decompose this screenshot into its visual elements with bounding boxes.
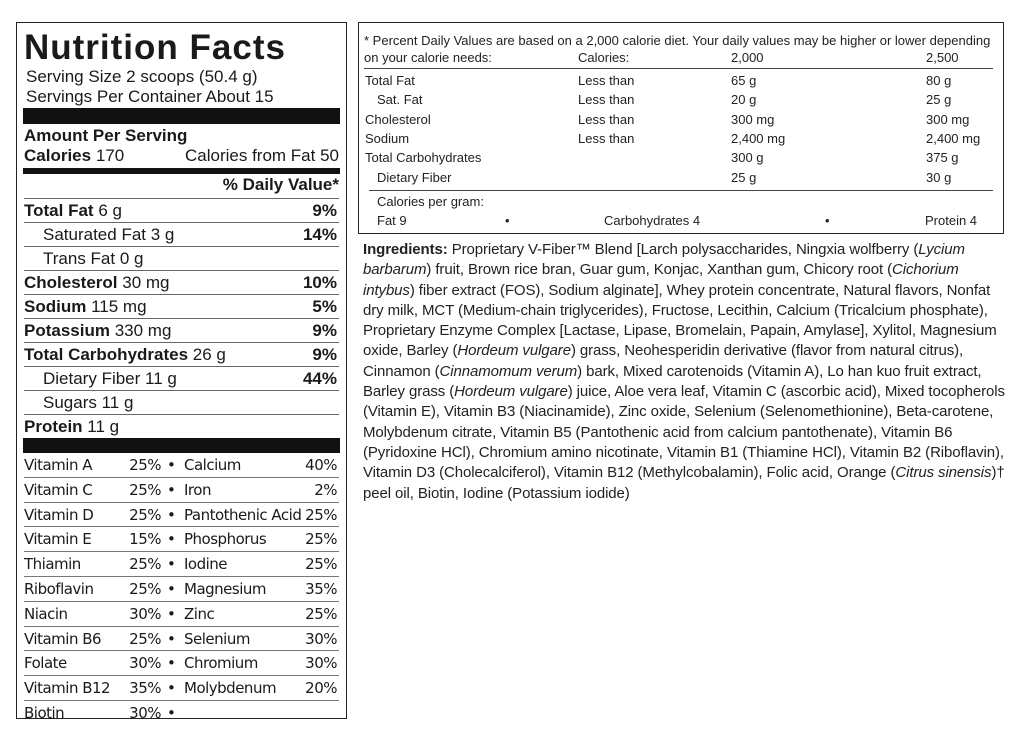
thick-divider [23, 108, 340, 124]
nutrient-amount: 330 mg [114, 321, 172, 340]
nutrient-row-sodium [24, 294, 339, 318]
nutrient-name: Protein [24, 417, 83, 436]
nutrient-amount: 0 g [119, 249, 144, 268]
vitamin-row [24, 478, 339, 503]
nutrient-name: Cholesterol [24, 273, 118, 292]
bullet-separator: • [167, 480, 176, 499]
nutrient-dv: 10% [302, 273, 337, 292]
daily-values-table [358, 22, 1004, 234]
vitamin-row [24, 577, 339, 602]
nutrient-dv: 5% [312, 297, 337, 316]
nutrient-name: Sugars [43, 393, 97, 412]
vitamin-name: Vitamin C [24, 480, 93, 499]
dv-value-2000: 20 g [731, 92, 757, 108]
calories-header-2500: 2,500 [926, 50, 959, 65]
nutrient-row-total-fat [24, 198, 339, 222]
bullet-separator: • [167, 654, 176, 673]
nutrient-row-potassium [24, 318, 339, 342]
dv-value-2000: 300 g [731, 150, 764, 166]
calories-header-2000: 2,000 [731, 50, 764, 65]
dv-value-2500: 300 mg [926, 111, 970, 127]
dv-nutrient-name: Sat. Fat [377, 92, 423, 108]
vitamins-divider [23, 438, 340, 453]
nutrient-name: Sodium [24, 297, 87, 316]
dv-value-2500: 375 g [926, 150, 959, 166]
calories-header-label: Calories: [578, 50, 630, 65]
vitamin-percent: 25% [129, 456, 161, 474]
nutrient-row-total-carbohydrates [24, 342, 339, 366]
mineral-name: Pantothenic Acid [184, 505, 302, 524]
vitamin-name: Vitamin B6 [24, 629, 102, 648]
nutrient-amount: 6 g [98, 201, 122, 220]
ingredients-paragraph [363, 240, 1013, 504]
vitamin-percent: 25% [129, 480, 161, 499]
nutrient-amount: 30 mg [122, 273, 170, 292]
nutrient-row-trans-fat [24, 246, 339, 270]
vitamin-name: Vitamin E [24, 530, 92, 549]
vitamin-percent: 15% [129, 530, 161, 549]
calories-from-fat: Calories from Fat 50 [185, 146, 339, 165]
nutrient-dv: 9% [312, 201, 337, 220]
nutrient-row-cholesterol [24, 270, 339, 294]
nutrient-amount: 3 g [150, 225, 175, 244]
mineral-percent: 2% [314, 480, 337, 499]
bullet-separator: • [167, 579, 176, 598]
nutrient-amount: 26 g [192, 345, 226, 364]
vitamin-name: Thiamin [24, 555, 81, 574]
nutrient-name: Potassium [24, 321, 110, 340]
vitamin-percent: 25% [129, 505, 161, 524]
nutrient-amount: 11 g [145, 369, 177, 388]
vitamin-row [24, 676, 339, 701]
nutrient-name: Dietary Fiber [43, 369, 141, 388]
bullet-separator: • [167, 530, 176, 549]
vitamin-row [24, 527, 339, 552]
calories-per-gram-divider [369, 190, 993, 191]
mineral-percent: 25% [305, 505, 337, 524]
vitamin-percent: 25% [129, 555, 161, 574]
serving-size: Serving Size 2 scoops (50.4 g) [26, 67, 258, 86]
mineral-percent: 30% [305, 654, 337, 673]
nutrient-dv: 44% [302, 369, 337, 388]
mineral-name: Iodine [184, 555, 228, 574]
dv-nutrient-name: Sodium [365, 130, 410, 146]
nutrient-row-sugars [24, 390, 339, 414]
bullet-separator: • [167, 629, 176, 648]
vitamin-row [24, 701, 339, 725]
vitamin-name: Vitamin D [24, 505, 94, 524]
dv-value-2000: 25 g [731, 169, 757, 185]
nutrition-facts-title: Nutrition Facts [24, 28, 286, 67]
nutrient-row-dietary-fiber [24, 366, 339, 390]
dv-qualifier: Less than [578, 130, 635, 146]
nutrient-amount: 11 g [101, 393, 134, 412]
nutrient-amount: 11 g [87, 417, 120, 436]
amount-per-serving: Amount Per Serving [24, 126, 188, 145]
bullet-separator: • [167, 555, 176, 574]
nutrient-row-protein [24, 414, 339, 438]
vitamin-percent: 30% [129, 604, 161, 623]
dv-qualifier: Less than [578, 111, 635, 127]
dv-value-2500: 25 g [926, 92, 952, 108]
mineral-name: Molybdenum [184, 679, 277, 698]
daily-value-header: % Daily Value* [222, 175, 339, 194]
servings-per-container: Servings Per Container About 15 [26, 87, 274, 106]
vitamin-percent: 30% [129, 654, 161, 673]
vitamin-name: Vitamin B12 [24, 679, 111, 698]
vitamin-row [24, 552, 339, 577]
cpg-protein: Protein 4 [925, 213, 978, 228]
daily-values-note: * Percent Daily Values are based on a 2,000 calorie diet. Your daily values may be higher or lower depending on your calorie needs: [364, 33, 991, 65]
vitamin-row [24, 503, 339, 528]
vitamin-percent: 35% [129, 679, 161, 698]
mineral-percent: 35% [305, 579, 337, 598]
mineral-percent: 25% [305, 555, 337, 574]
bullet-separator: • [167, 679, 176, 698]
nutrient-dv: 9% [312, 321, 337, 340]
nutrition-facts-panel [16, 22, 347, 722]
calories-row [24, 146, 339, 168]
ingredients-text: Proprietary V-Fiber™ Blend [Larch polysaccharides, Ningxia wolfberry (Lycium barbarum) fruit, Brown rice bran, Guar gum, Konjac, Xanthan gum, Chicory root (Cichorium intybus) fiber extract (FOS), Sodium alginate], Whey protein concentrate, Natural flavors, Nonfat dry milk, MCT (Medium-chain triglycerides), Fructose, Lecithin, Calcium (Tricalcium phosphate), Proprietary Enzyme Complex [Lactase, Lipase, Bromelain, Papain, Amylase], Xylitol, Magnesium oxide, Barley (Hordeum vulgare) grass, Neohesperidin derivative (flavor from natural citrus), Cinnamon (Cinnamomum verum) bark, Mixed carotenoids (Vitamin A), Lo han kuo fruit extract, Barley grass (Hordeum vulgare) juice, Aloe vera leaf, Vitamin C (ascorbic acid), Mixed tocopherols (Vitamin E), Vitamin B3 (Niacinamide), Zinc oxide, Selenium (Selenomethionine), Beta-carotene, Molybdenum citrate, Vitamin B5 (Pantothenic acid from calcium pantothenate), Vitamin B6 (Pyridoxine HCl), Chromium amino nicotinate, Vitamin B1 (Thiamine HCl), Vitamin B2 (Riboflavin), Vitamin D3 (Cholecalciferol), Vitamin B12 (Methylcobalamin), Folic acid, Orange (Citrus sinensis)† peel oil, Biotin, Iodine (Potassium iodide) [363, 241, 1005, 502]
nutrient-name: Saturated Fat [43, 225, 147, 244]
dv-value-2000: 2,400 mg [731, 130, 786, 146]
dv-qualifier: Less than [578, 73, 635, 88]
vitamin-row [24, 651, 339, 676]
nutrient-amount: 115 mg [91, 297, 147, 316]
mineral-name: Chromium [184, 654, 258, 673]
vitamin-row [24, 602, 339, 627]
bullet-separator: • [167, 456, 176, 474]
bullet-separator: • [167, 505, 176, 524]
header-divider [364, 68, 993, 69]
mineral-percent: 40% [305, 456, 337, 474]
vitamin-row [24, 627, 339, 652]
cpg-carbohydrates: Carbohydrates 4 [604, 213, 701, 228]
mineral-percent: 25% [305, 604, 337, 623]
mineral-name: Zinc [184, 604, 215, 623]
dv-value-2000: 65 g [731, 73, 757, 88]
nutrient-name: Trans Fat [43, 249, 116, 268]
mineral-percent: 20% [305, 679, 337, 698]
vitamin-percent: 30% [129, 703, 161, 722]
calories-value: 170 [95, 146, 125, 165]
vitamin-percent: 25% [129, 629, 161, 648]
bullet-separator: • [167, 703, 176, 722]
vitamins-table [24, 453, 339, 725]
vitamin-name: Riboflavin [24, 579, 94, 598]
mineral-name: Phosphorus [184, 530, 267, 549]
bullet-separator: • [167, 604, 176, 623]
vitamin-name: Biotin [24, 703, 65, 722]
dv-nutrient-name: Cholesterol [365, 111, 431, 127]
cpg-bullet: • [505, 213, 510, 228]
nutrient-dv: 14% [302, 225, 337, 244]
mineral-percent: 30% [305, 629, 337, 648]
nutrient-name: Total Fat [24, 201, 94, 220]
ingredients-heading: Ingredients: [363, 241, 448, 258]
vitamin-name: Folate [24, 654, 67, 673]
calories-per-gram-label: Calories per gram: [377, 194, 484, 209]
nutrient-row-saturated-fat [24, 222, 339, 246]
nutrient-dv: 9% [312, 345, 337, 364]
mineral-name: Selenium [184, 629, 250, 648]
dv-nutrient-name: Total Fat [365, 73, 415, 88]
vitamin-row [24, 453, 339, 478]
calories-label: Calories [24, 146, 92, 165]
mineral-name: Magnesium [184, 579, 266, 598]
dv-nutrient-name: Total Carbohydrates [365, 150, 482, 166]
dv-nutrient-name: Dietary Fiber [377, 169, 452, 185]
cpg-bullet: • [825, 213, 830, 228]
mineral-name: Iron [184, 480, 211, 499]
mineral-name: Calcium [184, 456, 241, 474]
mineral-percent: 25% [305, 530, 337, 549]
nutrient-name: Total Carbohydrates [24, 345, 189, 364]
dv-value-2500: 2,400 mg [926, 130, 981, 146]
dv-value-2500: 80 g [926, 73, 952, 88]
dv-value-2500: 30 g [926, 169, 952, 185]
dv-qualifier: Less than [578, 92, 635, 108]
vitamin-name: Niacin [24, 604, 68, 623]
dv-value-2000: 300 mg [731, 111, 775, 127]
cpg-fat: Fat 9 [377, 213, 407, 228]
vitamin-name: Vitamin A [24, 456, 92, 474]
vitamin-percent: 25% [129, 579, 161, 598]
